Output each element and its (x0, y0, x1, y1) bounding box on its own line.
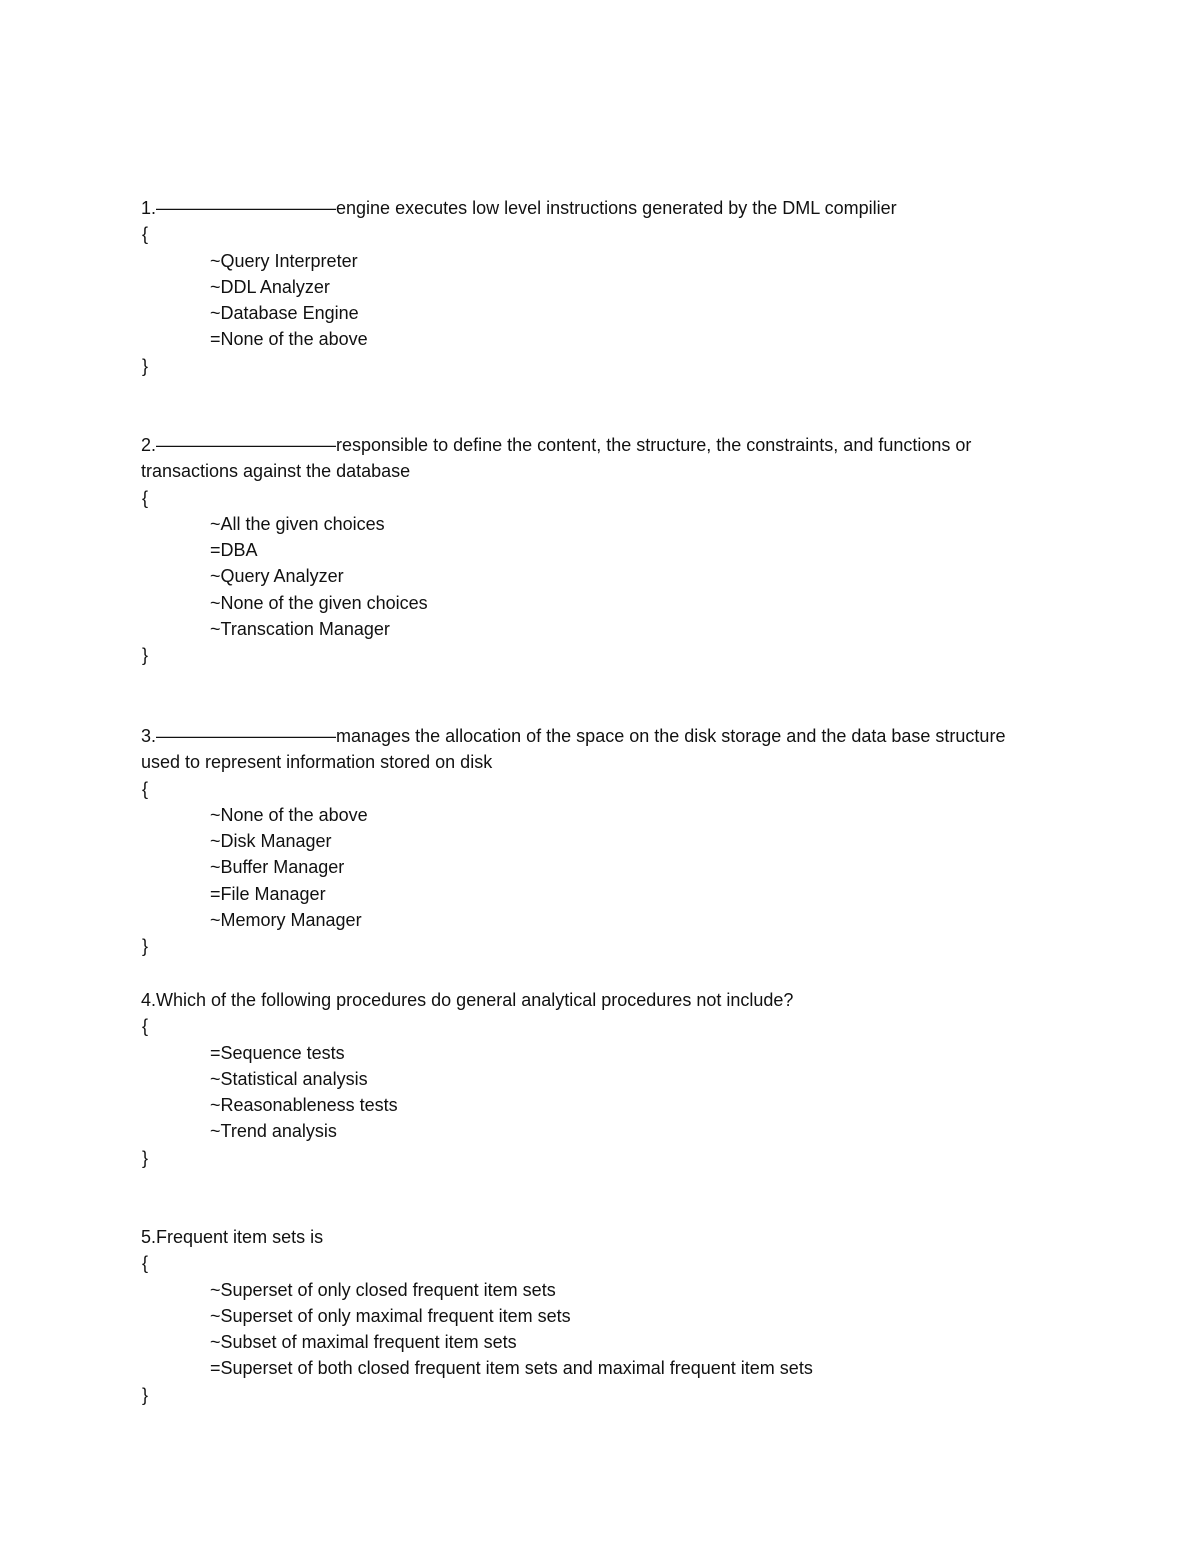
question-stem (141, 987, 1041, 1013)
close-brace: } (142, 936, 149, 957)
question-number: 3. (141, 726, 157, 746)
answer-option: =Superset of both closed frequent item sets and maximal frequent item sets (210, 1358, 813, 1379)
question-5 (141, 1224, 1041, 1408)
question-blank: —————————— (156, 726, 337, 746)
answer-option: ~Statistical analysis (210, 1068, 368, 1089)
question-text-continued: used to represent information stored on disk (141, 752, 493, 773)
answer-option: ~Database Engine (210, 303, 359, 324)
close-brace: } (142, 1147, 149, 1168)
question-text: Frequent item sets is (156, 1227, 324, 1247)
question-4 (141, 987, 1041, 1171)
question-text: responsible to define the content, the structure, the constraints, and functions or (336, 435, 972, 455)
answer-option: =DBA (210, 540, 258, 561)
question-number: 2. (141, 435, 157, 455)
answer-option: ~Reasonableness tests (210, 1095, 398, 1116)
answer-option: ~Superset of only closed frequent item sets (210, 1279, 556, 1300)
answer-option: =None of the above (210, 329, 368, 350)
question-text: manages the allocation of the space on the disk storage and the data base structure (336, 726, 1006, 746)
close-brace: } (142, 1384, 149, 1405)
answer-option: ~Buffer Manager (210, 857, 345, 878)
question-number: 5. (141, 1227, 157, 1247)
close-brace: } (142, 645, 149, 666)
answer-option: ~None of the given choices (210, 592, 428, 613)
question-2 (141, 432, 1041, 669)
answer-option: ~Query Interpreter (210, 250, 358, 271)
close-brace: } (142, 355, 149, 376)
answer-option: ~Trend analysis (210, 1121, 337, 1142)
answer-option: =Sequence tests (210, 1042, 345, 1063)
open-brace: { (142, 487, 149, 508)
question-3 (141, 723, 1041, 960)
answer-option: ~Disk Manager (210, 831, 332, 852)
open-brace: { (142, 778, 149, 799)
answer-option: ~DDL Analyzer (210, 276, 330, 297)
question-text-continued: transactions against the database (141, 461, 411, 482)
open-brace: { (142, 224, 149, 245)
question-text: engine executes low level instructions generated by the DML compilier (336, 198, 897, 218)
answer-option: ~None of the above (210, 804, 368, 825)
question-number: 1. (141, 198, 157, 218)
question-stem (141, 723, 1041, 749)
question-blank: —————————— (156, 198, 337, 218)
answer-option: ~Subset of maximal frequent item sets (210, 1332, 517, 1353)
answer-option: ~All the given choices (210, 513, 385, 534)
answer-option: =File Manager (210, 883, 326, 904)
question-stem (141, 1224, 1041, 1250)
question-1 (141, 195, 1041, 379)
open-brace: { (142, 1016, 149, 1037)
question-stem (141, 432, 1041, 458)
question-stem (141, 195, 1041, 221)
question-text: Which of the following procedures do general analytical procedures not include? (156, 990, 794, 1010)
answer-option: ~Superset of only maximal frequent item sets (210, 1305, 571, 1326)
answer-option: ~Transcation Manager (210, 619, 390, 640)
answer-option: ~Query Analyzer (210, 566, 344, 587)
question-number: 4. (141, 990, 157, 1010)
question-blank: —————————— (156, 435, 337, 455)
answer-option: ~Memory Manager (210, 910, 362, 931)
open-brace: { (142, 1253, 149, 1274)
